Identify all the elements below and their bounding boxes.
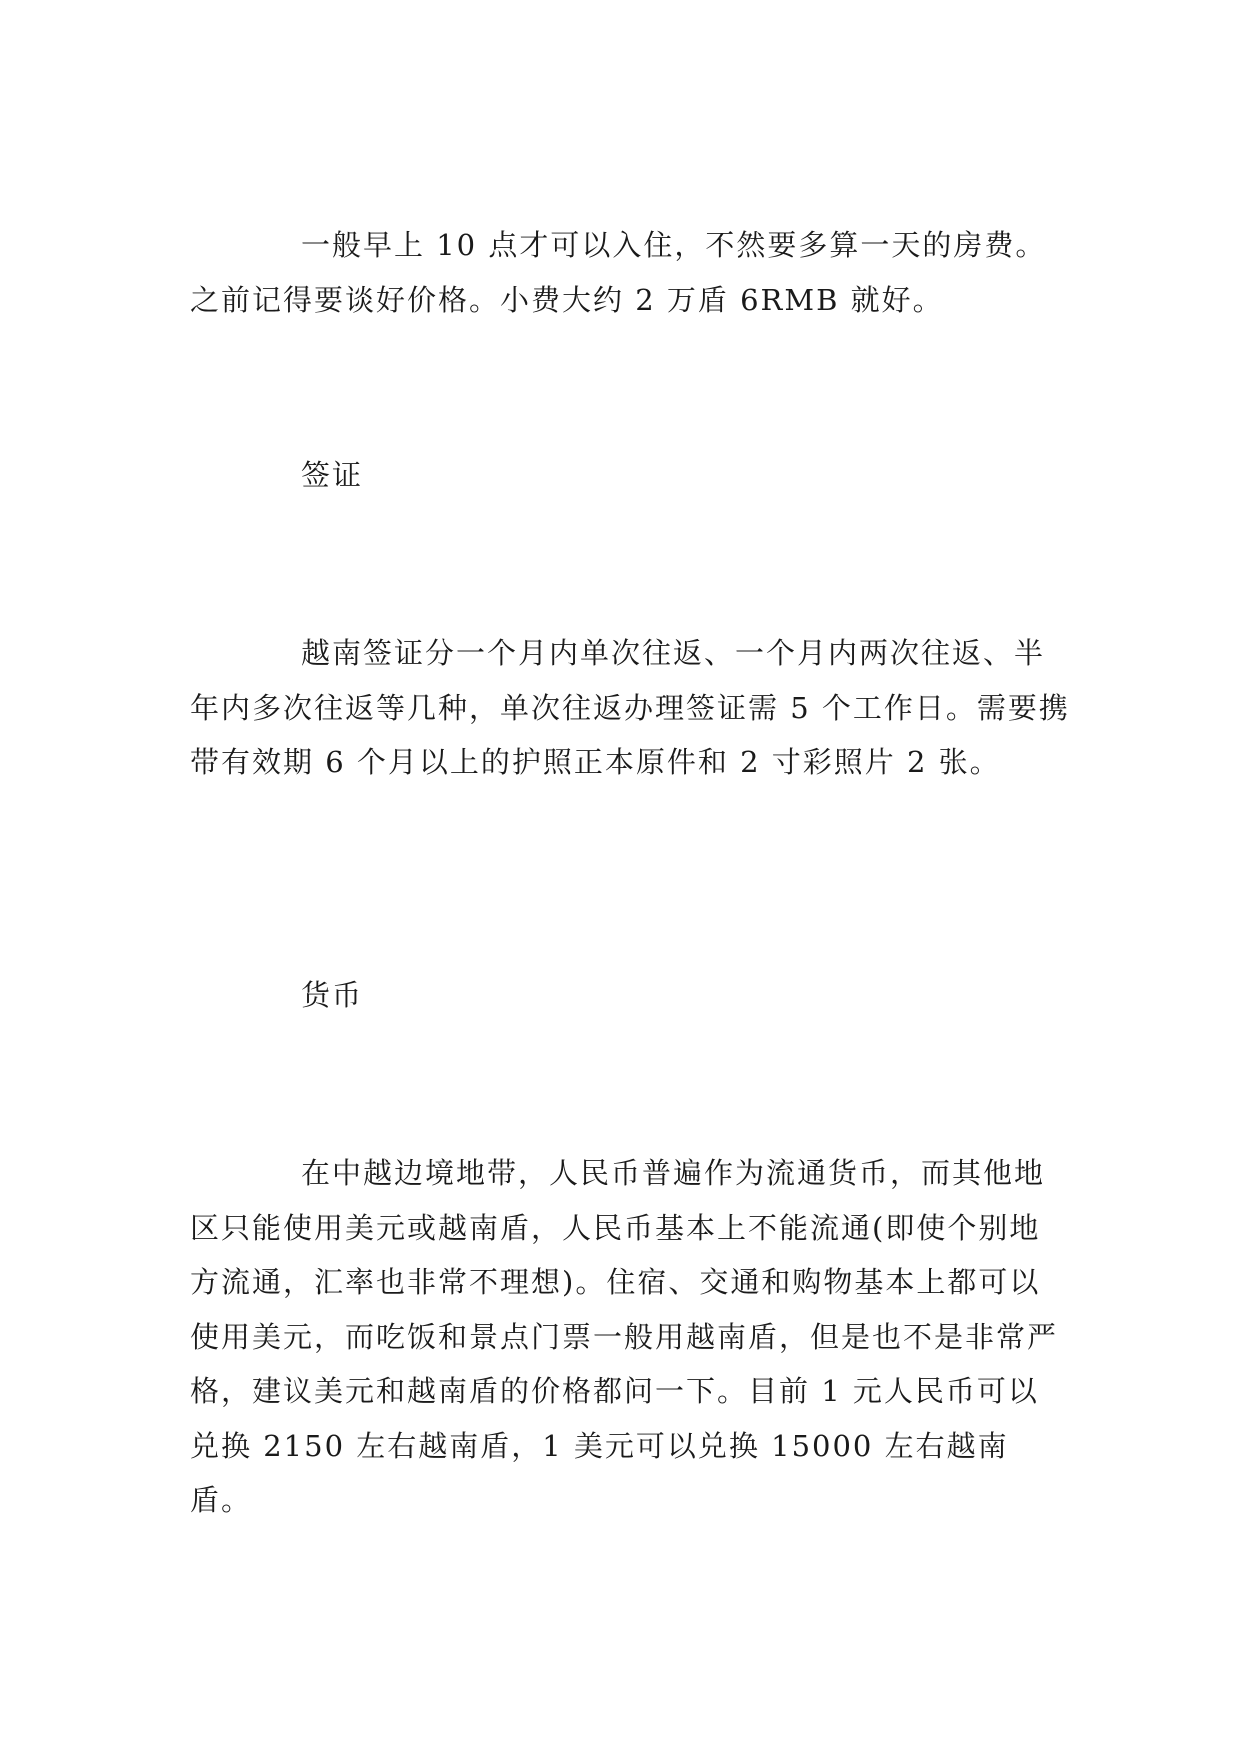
paragraph-visa: 越南签证分一个月内单次往返、一个月内两次往返、半年内多次往返等几种，单次往返办理签证需 5 个工作日。需要携带有效期 6 个月以上的护照正本原件和 2 寸彩照片 2 张。 [190,636,1070,779]
heading-visa: 签证 [301,458,364,492]
paragraph-checkin: 一般早上 10 点才可以入住，不然要多算一天的房费。之前记得要谈好价格。小费大约 2 万盾 6RMB 就好。 [190,228,1047,317]
paragraph-currency: 在中越边境地带，人民币普遍作为流通货币，而其他地区只能使用美元或越南盾，人民币基本上不能流通(即使个别地方流通，汇率也非常不理想)。住宿、交通和购物基本上都可以使用美元，而吃饭和景点门票一般用越南盾，但是也不是非常严格，建议美元和越南盾的价格都问一下。目前 1 元人民币可以兑换 2150 左右越南盾，1 美元可以兑换 15000 左右越南盾。 [190,1156,1059,1517]
heading-currency: 货币 [301,978,364,1012]
